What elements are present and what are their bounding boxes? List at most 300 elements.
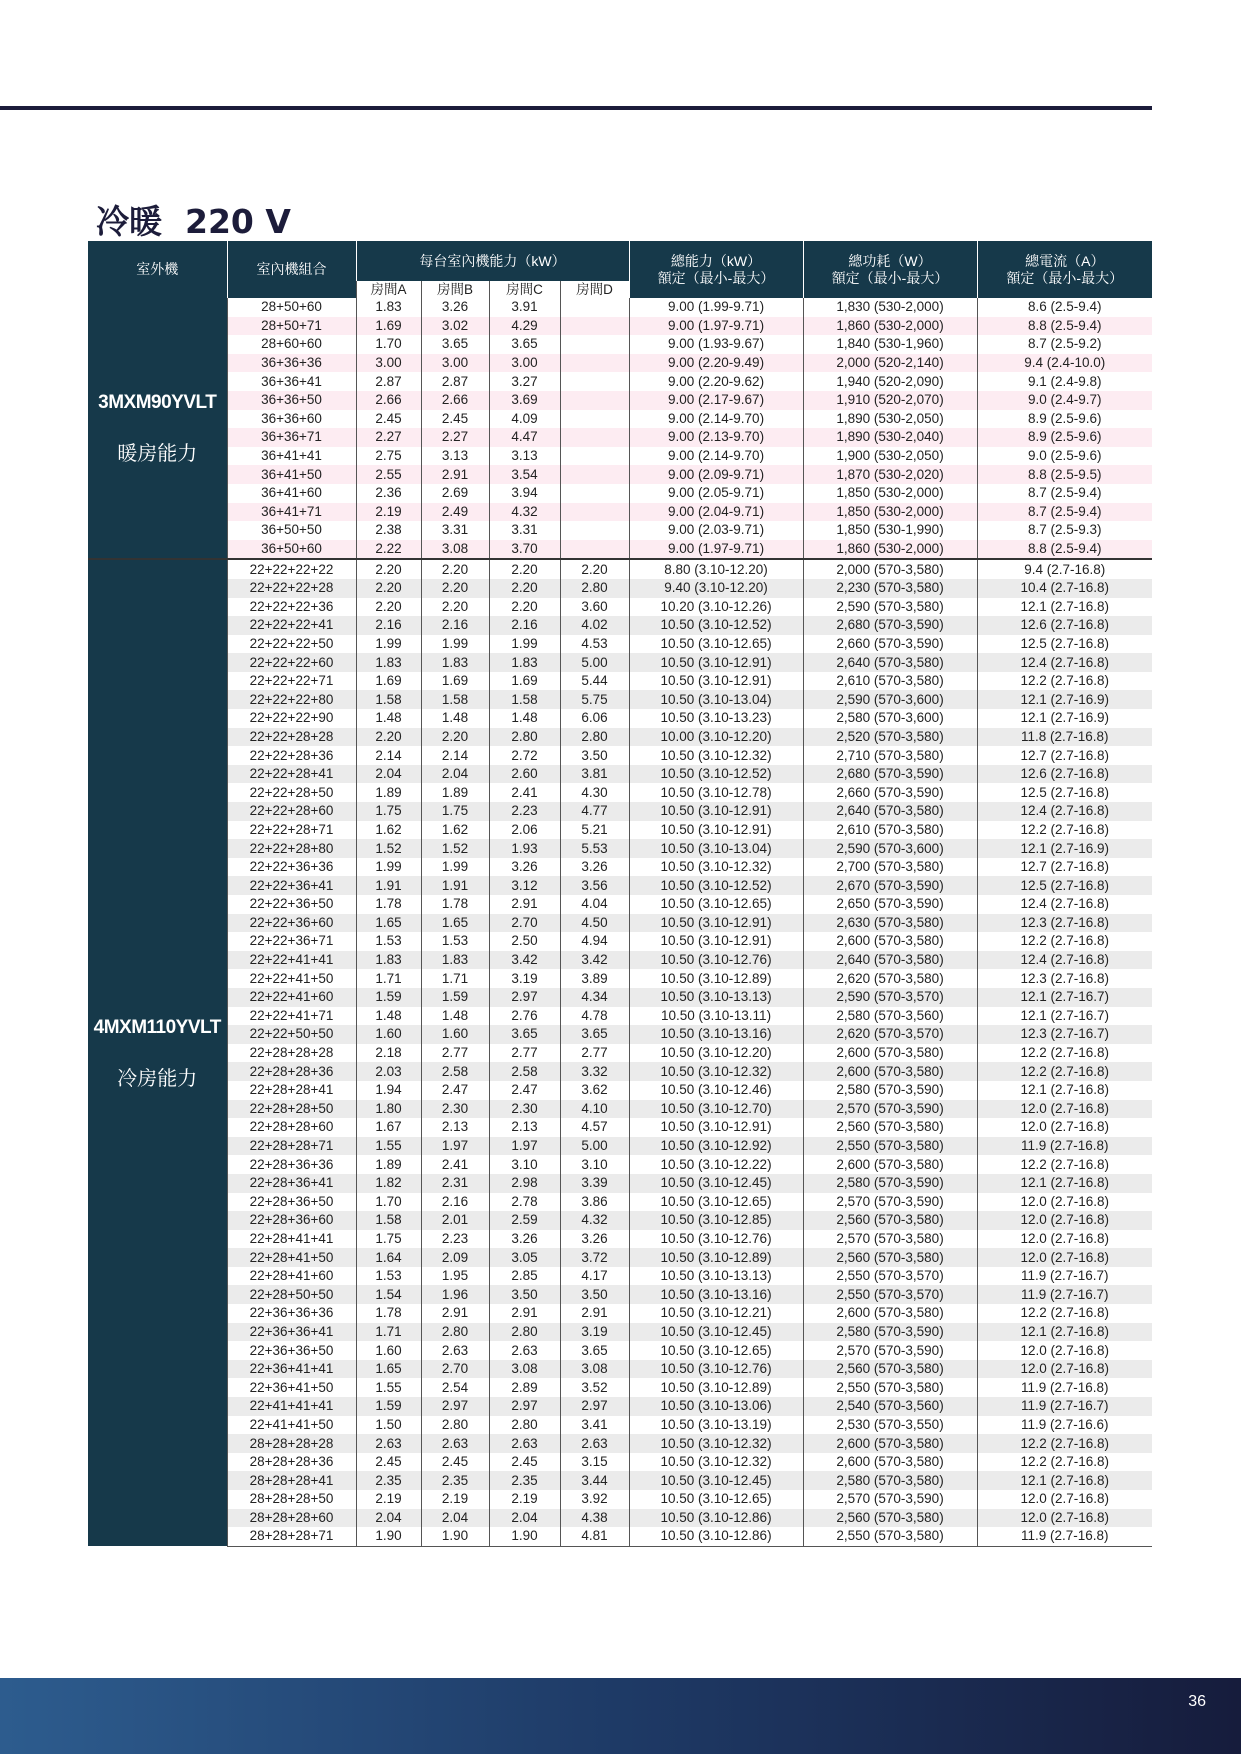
table-row — [88, 1416, 1152, 1435]
room-a-cell: 2.18 — [356, 1044, 421, 1063]
indoor-combo-cell: 22+22+36+41 — [227, 876, 356, 895]
table-row — [88, 876, 1152, 895]
room-a-cell: 1.59 — [356, 1397, 421, 1416]
indoor-combo-cell: 28+28+28+36 — [227, 1453, 356, 1472]
total-capacity-cell: 10.50 (3.10-12.45) — [629, 1174, 803, 1193]
indoor-combo-cell: 22+22+41+41 — [227, 951, 356, 970]
total-capacity-cell: 10.50 (3.10-12.21) — [629, 1304, 803, 1323]
indoor-combo-cell: 22+28+36+60 — [227, 1211, 356, 1230]
room-c-cell: 1.48 — [489, 709, 560, 728]
indoor-combo-cell: 22+28+28+71 — [227, 1137, 356, 1156]
total-capacity-cell: 10.50 (3.10-12.32) — [629, 1453, 803, 1472]
room-a-cell: 1.70 — [356, 335, 421, 354]
room-d-cell — [560, 465, 629, 484]
room-c-cell: 3.00 — [489, 354, 560, 373]
room-a-cell: 2.04 — [356, 765, 421, 784]
room-d-cell: 3.72 — [560, 1248, 629, 1267]
room-b-cell: 1.89 — [421, 783, 489, 802]
table-row — [88, 1285, 1152, 1304]
room-c-cell: 2.63 — [489, 1341, 560, 1360]
total-power-cell: 2,550 (570-3,580) — [803, 1137, 977, 1156]
room-d-cell: 4.02 — [560, 616, 629, 635]
total-current-cell: 12.1 (2.7-16.9) — [977, 690, 1152, 709]
total-capacity-cell: 10.50 (3.10-12.91) — [629, 821, 803, 840]
total-capacity-cell: 10.50 (3.10-13.06) — [629, 1397, 803, 1416]
room-c-cell: 1.99 — [489, 635, 560, 654]
room-d-cell: 4.38 — [560, 1509, 629, 1528]
total-current-cell: 11.9 (2.7-16.8) — [977, 1527, 1152, 1546]
total-capacity-cell: 9.00 (2.09-9.71) — [629, 465, 803, 484]
table-row — [88, 1100, 1152, 1119]
total-capacity-cell: 10.50 (3.10-13.11) — [629, 1007, 803, 1026]
room-b-cell: 1.69 — [421, 672, 489, 691]
table-row — [88, 1509, 1152, 1528]
total-current-cell: 12.3 (2.7-16.8) — [977, 969, 1152, 988]
total-power-cell: 2,590 (570-3,580) — [803, 598, 977, 617]
total-power-cell: 2,550 (570-3,570) — [803, 1285, 977, 1304]
room-c-cell: 3.70 — [489, 540, 560, 560]
room-c-cell: 2.47 — [489, 1081, 560, 1100]
indoor-combo-cell: 36+50+60 — [227, 540, 356, 560]
room-b-cell: 2.97 — [421, 1397, 489, 1416]
total-current-cell: 11.8 (2.7-16.8) — [977, 728, 1152, 747]
table-row — [88, 1211, 1152, 1230]
total-current-cell: 11.9 (2.7-16.6) — [977, 1416, 1152, 1435]
total-power-cell: 2,000 (520-2,140) — [803, 354, 977, 373]
room-b-cell: 2.66 — [421, 391, 489, 410]
table-row — [88, 1081, 1152, 1100]
room-b-cell: 1.60 — [421, 1025, 489, 1044]
room-c-cell: 2.20 — [489, 598, 560, 617]
total-current-cell: 9.4 (2.4-10.0) — [977, 354, 1152, 373]
room-d-cell: 6.06 — [560, 709, 629, 728]
room-d-cell: 3.50 — [560, 746, 629, 765]
total-power-cell: 2,570 (570-3,590) — [803, 1341, 977, 1360]
total-power-cell: 1,860 (530-2,000) — [803, 317, 977, 336]
room-d-cell: 3.50 — [560, 1285, 629, 1304]
total-current-cell: 12.6 (2.7-16.8) — [977, 765, 1152, 784]
room-d-cell: 3.39 — [560, 1174, 629, 1193]
room-b-cell: 2.01 — [421, 1211, 489, 1230]
indoor-combo-cell: 28+28+28+41 — [227, 1471, 356, 1490]
room-a-cell: 1.71 — [356, 1323, 421, 1342]
total-current-cell: 12.2 (2.7-16.8) — [977, 1434, 1152, 1453]
total-power-cell: 1,890 (530-2,050) — [803, 410, 977, 429]
room-d-cell: 4.78 — [560, 1007, 629, 1026]
room-d-cell: 3.92 — [560, 1490, 629, 1509]
room-c-cell: 2.98 — [489, 1174, 560, 1193]
total-current-cell: 9.0 (2.5-9.6) — [977, 447, 1152, 466]
room-b-cell: 2.41 — [421, 1155, 489, 1174]
room-a-cell: 1.48 — [356, 1007, 421, 1026]
table-row — [88, 1471, 1152, 1490]
total-current-cell: 12.6 (2.7-16.8) — [977, 616, 1152, 635]
room-a-cell: 1.53 — [356, 1267, 421, 1286]
indoor-combo-cell: 36+41+41 — [227, 447, 356, 466]
room-d-cell: 3.65 — [560, 1025, 629, 1044]
total-capacity-cell: 9.00 (1.93-9.67) — [629, 335, 803, 354]
room-c-cell: 3.31 — [489, 521, 560, 540]
indoor-combo-cell: 36+36+36 — [227, 354, 356, 373]
total-power-cell: 2,620 (570-3,580) — [803, 969, 977, 988]
table-row — [88, 1062, 1152, 1081]
total-capacity-cell: 10.50 (3.10-12.92) — [629, 1137, 803, 1156]
room-b-cell: 1.95 — [421, 1267, 489, 1286]
room-d-cell: 5.53 — [560, 839, 629, 858]
room-b-cell: 2.23 — [421, 1230, 489, 1249]
total-power-cell: 2,660 (570-3,590) — [803, 635, 977, 654]
room-b-cell: 1.78 — [421, 895, 489, 914]
indoor-combo-cell: 22+22+41+60 — [227, 988, 356, 1007]
room-a-cell: 2.20 — [356, 728, 421, 747]
total-power-cell: 2,570 (570-3,580) — [803, 1230, 977, 1249]
room-a-cell: 3.00 — [356, 354, 421, 373]
total-power-cell: 2,590 (570-3,600) — [803, 690, 977, 709]
indoor-combo-cell: 22+28+28+36 — [227, 1062, 356, 1081]
room-b-cell: 2.30 — [421, 1100, 489, 1119]
room-a-cell: 1.55 — [356, 1137, 421, 1156]
table-row — [88, 988, 1152, 1007]
table-row — [88, 1527, 1152, 1546]
indoor-combo-cell: 22+22+28+41 — [227, 765, 356, 784]
room-d-cell — [560, 372, 629, 391]
table-row — [88, 521, 1152, 540]
table-row — [88, 391, 1152, 410]
room-c-cell: 3.54 — [489, 465, 560, 484]
room-c-cell: 3.19 — [489, 969, 560, 988]
room-c-cell: 3.91 — [489, 298, 560, 317]
header-outdoor: 室外機 — [88, 241, 227, 298]
room-b-cell: 1.48 — [421, 709, 489, 728]
operation-mode: 冷房能力 — [117, 1066, 198, 1091]
total-current-cell: 12.4 (2.7-16.8) — [977, 951, 1152, 970]
room-c-cell: 3.08 — [489, 1360, 560, 1379]
room-b-cell: 1.75 — [421, 802, 489, 821]
total-power-cell: 1,850 (530-1,990) — [803, 521, 977, 540]
room-c-cell: 2.58 — [489, 1062, 560, 1081]
room-c-cell: 2.20 — [489, 579, 560, 598]
room-a-cell: 2.36 — [356, 484, 421, 503]
room-a-cell: 1.90 — [356, 1527, 421, 1546]
header-total-capacity-line1: 總能力（kW） — [670, 252, 762, 269]
room-c-cell: 2.50 — [489, 932, 560, 951]
room-b-cell: 2.54 — [421, 1378, 489, 1397]
table-row — [88, 484, 1152, 503]
room-c-cell: 2.85 — [489, 1267, 560, 1286]
total-current-cell: 12.0 (2.7-16.8) — [977, 1211, 1152, 1230]
total-current-cell: 12.4 (2.7-16.8) — [977, 895, 1152, 914]
total-capacity-cell: 10.50 (3.10-12.89) — [629, 969, 803, 988]
total-power-cell: 2,580 (570-3,590) — [803, 1323, 977, 1342]
table-row — [88, 1341, 1152, 1360]
room-c-cell: 2.60 — [489, 765, 560, 784]
room-a-cell: 1.62 — [356, 821, 421, 840]
total-current-cell: 12.2 (2.7-16.8) — [977, 1453, 1152, 1472]
total-power-cell: 2,560 (570-3,580) — [803, 1118, 977, 1137]
total-power-cell: 2,580 (570-3,580) — [803, 1471, 977, 1490]
room-d-cell: 4.32 — [560, 1211, 629, 1230]
spec-table — [88, 241, 1152, 1547]
total-current-cell: 12.2 (2.7-16.8) — [977, 1062, 1152, 1081]
table-row — [88, 579, 1152, 598]
table-row — [88, 839, 1152, 858]
indoor-combo-cell: 22+36+41+41 — [227, 1360, 356, 1379]
room-c-cell: 2.77 — [489, 1044, 560, 1063]
room-a-cell: 1.60 — [356, 1025, 421, 1044]
room-b-cell: 2.70 — [421, 1360, 489, 1379]
room-c-cell: 4.09 — [489, 410, 560, 429]
table-row — [88, 428, 1152, 447]
total-current-cell: 9.4 (2.7-16.8) — [977, 559, 1152, 579]
indoor-combo-cell: 22+36+36+41 — [227, 1323, 356, 1342]
total-capacity-cell: 10.50 (3.10-12.32) — [629, 1062, 803, 1081]
table-row — [88, 1434, 1152, 1453]
room-b-cell: 1.48 — [421, 1007, 489, 1026]
indoor-combo-cell: 22+22+22+80 — [227, 690, 356, 709]
indoor-combo-cell: 22+22+28+50 — [227, 783, 356, 802]
indoor-combo-cell: 22+22+22+60 — [227, 653, 356, 672]
room-d-cell: 3.26 — [560, 858, 629, 877]
group-3mxm90yvlt — [88, 298, 1152, 559]
room-c-cell: 3.50 — [489, 1285, 560, 1304]
room-c-cell: 2.72 — [489, 746, 560, 765]
total-capacity-cell: 10.50 (3.10-12.52) — [629, 765, 803, 784]
room-c-cell: 2.59 — [489, 1211, 560, 1230]
room-b-cell: 2.20 — [421, 728, 489, 747]
room-b-cell: 3.00 — [421, 354, 489, 373]
room-c-cell: 2.06 — [489, 821, 560, 840]
room-a-cell: 2.66 — [356, 391, 421, 410]
room-c-cell: 3.69 — [489, 391, 560, 410]
room-a-cell: 2.63 — [356, 1434, 421, 1453]
total-current-cell: 12.1 (2.7-16.7) — [977, 1007, 1152, 1026]
indoor-combo-cell: 22+28+28+60 — [227, 1118, 356, 1137]
room-c-cell: 1.97 — [489, 1137, 560, 1156]
room-c-cell: 3.65 — [489, 335, 560, 354]
total-capacity-cell: 10.50 (3.10-12.85) — [629, 1211, 803, 1230]
total-capacity-cell: 10.50 (3.10-13.23) — [629, 709, 803, 728]
total-power-cell: 2,230 (570-3,580) — [803, 579, 977, 598]
room-a-cell: 1.64 — [356, 1248, 421, 1267]
total-power-cell: 2,660 (570-3,590) — [803, 783, 977, 802]
room-a-cell: 2.19 — [356, 503, 421, 522]
total-current-cell: 12.5 (2.7-16.8) — [977, 876, 1152, 895]
header-total-current — [977, 241, 1152, 298]
total-capacity-cell: 10.50 (3.10-12.32) — [629, 858, 803, 877]
room-d-cell — [560, 298, 629, 317]
indoor-combo-cell: 28+28+28+50 — [227, 1490, 356, 1509]
room-c-cell: 4.29 — [489, 317, 560, 336]
total-capacity-cell: 10.50 (3.10-12.32) — [629, 1434, 803, 1453]
room-a-cell: 2.75 — [356, 447, 421, 466]
room-c-cell: 2.35 — [489, 1471, 560, 1490]
total-capacity-cell: 10.50 (3.10-12.78) — [629, 783, 803, 802]
room-c-cell: 3.26 — [489, 858, 560, 877]
room-d-cell: 2.20 — [560, 559, 629, 579]
page-number: 36 — [1188, 1693, 1206, 1710]
room-b-cell: 1.91 — [421, 876, 489, 895]
room-d-cell: 5.00 — [560, 1137, 629, 1156]
room-c-cell: 1.69 — [489, 672, 560, 691]
room-c-cell: 2.80 — [489, 1323, 560, 1342]
room-d-cell: 3.44 — [560, 1471, 629, 1490]
table-row — [88, 335, 1152, 354]
total-current-cell: 12.2 (2.7-16.8) — [977, 932, 1152, 951]
total-power-cell: 2,600 (570-3,580) — [803, 1453, 977, 1472]
room-c-cell: 4.32 — [489, 503, 560, 522]
table-row — [88, 1248, 1152, 1267]
total-current-cell: 12.2 (2.7-16.8) — [977, 1155, 1152, 1174]
header-total-capacity-line2: 額定（最小-最大） — [657, 269, 775, 286]
room-b-cell: 1.59 — [421, 988, 489, 1007]
indoor-combo-cell: 22+41+41+41 — [227, 1397, 356, 1416]
room-b-cell: 1.52 — [421, 839, 489, 858]
room-c-cell: 2.80 — [489, 728, 560, 747]
total-capacity-cell: 10.50 (3.10-13.16) — [629, 1285, 803, 1304]
total-current-cell: 8.7 (2.5-9.4) — [977, 484, 1152, 503]
total-power-cell: 2,670 (570-3,590) — [803, 876, 977, 895]
room-c-cell: 1.83 — [489, 653, 560, 672]
indoor-combo-cell: 22+22+22+22 — [227, 559, 356, 579]
room-a-cell: 1.89 — [356, 783, 421, 802]
table-row — [88, 1397, 1152, 1416]
room-b-cell: 2.19 — [421, 1490, 489, 1509]
total-power-cell: 1,830 (530-2,000) — [803, 298, 977, 317]
total-capacity-cell: 10.50 (3.10-12.91) — [629, 653, 803, 672]
room-d-cell: 4.57 — [560, 1118, 629, 1137]
table-row — [88, 709, 1152, 728]
room-a-cell: 2.27 — [356, 428, 421, 447]
total-current-cell: 8.9 (2.5-9.6) — [977, 428, 1152, 447]
room-b-cell: 2.63 — [421, 1341, 489, 1360]
total-capacity-cell: 10.50 (3.10-13.16) — [629, 1025, 803, 1044]
room-d-cell: 4.94 — [560, 932, 629, 951]
indoor-combo-cell: 22+22+28+28 — [227, 728, 356, 747]
indoor-combo-cell: 28+60+60 — [227, 335, 356, 354]
total-power-cell: 2,680 (570-3,590) — [803, 765, 977, 784]
table-row — [88, 540, 1152, 560]
total-capacity-cell: 10.50 (3.10-12.45) — [629, 1471, 803, 1490]
table-row — [88, 1118, 1152, 1137]
table-row — [88, 1137, 1152, 1156]
indoor-combo-cell: 22+28+50+50 — [227, 1285, 356, 1304]
total-power-cell: 2,580 (570-3,590) — [803, 1174, 977, 1193]
room-a-cell: 1.78 — [356, 895, 421, 914]
indoor-combo-cell: 22+28+36+36 — [227, 1155, 356, 1174]
indoor-combo-cell: 22+28+28+28 — [227, 1044, 356, 1063]
room-c-cell: 3.13 — [489, 447, 560, 466]
total-capacity-cell: 10.50 (3.10-12.70) — [629, 1100, 803, 1119]
total-power-cell: 2,000 (570-3,580) — [803, 559, 977, 579]
room-c-cell: 2.23 — [489, 802, 560, 821]
total-capacity-cell: 9.00 (2.14-9.70) — [629, 447, 803, 466]
total-capacity-cell: 10.50 (3.10-12.20) — [629, 1044, 803, 1063]
room-a-cell: 2.38 — [356, 521, 421, 540]
total-power-cell: 2,590 (570-3,570) — [803, 988, 977, 1007]
group-4mxm110yvlt — [88, 559, 1152, 1546]
room-c-cell: 2.91 — [489, 1304, 560, 1323]
room-b-cell: 2.16 — [421, 1193, 489, 1212]
total-power-cell: 2,530 (570-3,550) — [803, 1416, 977, 1435]
room-b-cell: 3.08 — [421, 540, 489, 560]
room-b-cell: 1.65 — [421, 914, 489, 933]
room-a-cell: 2.20 — [356, 579, 421, 598]
header-indoor-combo: 室內機組合 — [227, 241, 356, 298]
operation-mode: 暖房能力 — [117, 441, 198, 466]
room-d-cell — [560, 354, 629, 373]
room-d-cell — [560, 317, 629, 336]
room-c-cell: 3.94 — [489, 484, 560, 503]
total-capacity-cell: 10.50 (3.10-13.13) — [629, 988, 803, 1007]
room-b-cell: 2.63 — [421, 1434, 489, 1453]
total-capacity-cell: 10.50 (3.10-12.91) — [629, 802, 803, 821]
room-a-cell: 2.55 — [356, 465, 421, 484]
indoor-combo-cell: 22+22+28+36 — [227, 746, 356, 765]
total-current-cell: 8.6 (2.5-9.4) — [977, 298, 1152, 317]
room-c-cell: 3.10 — [489, 1155, 560, 1174]
room-b-cell: 2.35 — [421, 1471, 489, 1490]
room-d-cell: 3.32 — [560, 1062, 629, 1081]
room-d-cell: 4.34 — [560, 988, 629, 1007]
total-capacity-cell: 10.50 (3.10-12.89) — [629, 1248, 803, 1267]
room-a-cell: 2.87 — [356, 372, 421, 391]
total-current-cell: 8.9 (2.5-9.6) — [977, 410, 1152, 429]
room-a-cell: 2.03 — [356, 1062, 421, 1081]
room-a-cell: 1.59 — [356, 988, 421, 1007]
room-c-cell: 2.45 — [489, 1453, 560, 1472]
room-b-cell: 1.90 — [421, 1527, 489, 1546]
total-current-cell: 12.1 (2.7-16.8) — [977, 1323, 1152, 1342]
total-current-cell: 12.2 (2.7-16.8) — [977, 1304, 1152, 1323]
total-current-cell: 10.4 (2.7-16.8) — [977, 579, 1152, 598]
indoor-combo-cell: 36+36+71 — [227, 428, 356, 447]
total-current-cell: 11.9 (2.7-16.7) — [977, 1285, 1152, 1304]
room-d-cell: 5.00 — [560, 653, 629, 672]
total-power-cell: 2,640 (570-3,580) — [803, 653, 977, 672]
total-power-cell: 2,600 (570-3,580) — [803, 1434, 977, 1453]
total-power-cell: 2,580 (570-3,560) — [803, 1007, 977, 1026]
room-b-cell: 2.91 — [421, 465, 489, 484]
room-a-cell: 2.14 — [356, 746, 421, 765]
room-d-cell: 3.60 — [560, 598, 629, 617]
total-capacity-cell: 9.40 (3.10-12.20) — [629, 579, 803, 598]
table-row — [88, 951, 1152, 970]
total-current-cell: 12.7 (2.7-16.8) — [977, 746, 1152, 765]
page-title: 冷暖 220 V — [96, 202, 291, 241]
total-current-cell: 11.9 (2.7-16.7) — [977, 1267, 1152, 1286]
total-power-cell: 1,900 (530-2,050) — [803, 447, 977, 466]
total-current-cell: 12.0 (2.7-16.8) — [977, 1509, 1152, 1528]
total-power-cell: 1,850 (530-2,000) — [803, 484, 977, 503]
room-d-cell: 2.97 — [560, 1397, 629, 1416]
room-d-cell — [560, 335, 629, 354]
total-power-cell: 1,850 (530-2,000) — [803, 503, 977, 522]
indoor-combo-cell: 36+50+50 — [227, 521, 356, 540]
total-current-cell: 12.1 (2.7-16.8) — [977, 1471, 1152, 1490]
room-d-cell: 4.81 — [560, 1527, 629, 1546]
indoor-combo-cell: 22+41+41+50 — [227, 1416, 356, 1435]
room-a-cell: 2.16 — [356, 616, 421, 635]
room-b-cell: 2.31 — [421, 1174, 489, 1193]
indoor-combo-cell: 22+28+28+41 — [227, 1081, 356, 1100]
total-power-cell: 2,640 (570-3,580) — [803, 951, 977, 970]
room-d-cell: 3.42 — [560, 951, 629, 970]
indoor-combo-cell: 36+41+60 — [227, 484, 356, 503]
room-a-cell: 1.52 — [356, 839, 421, 858]
room-b-cell: 2.58 — [421, 1062, 489, 1081]
table-row — [88, 317, 1152, 336]
room-d-cell — [560, 428, 629, 447]
